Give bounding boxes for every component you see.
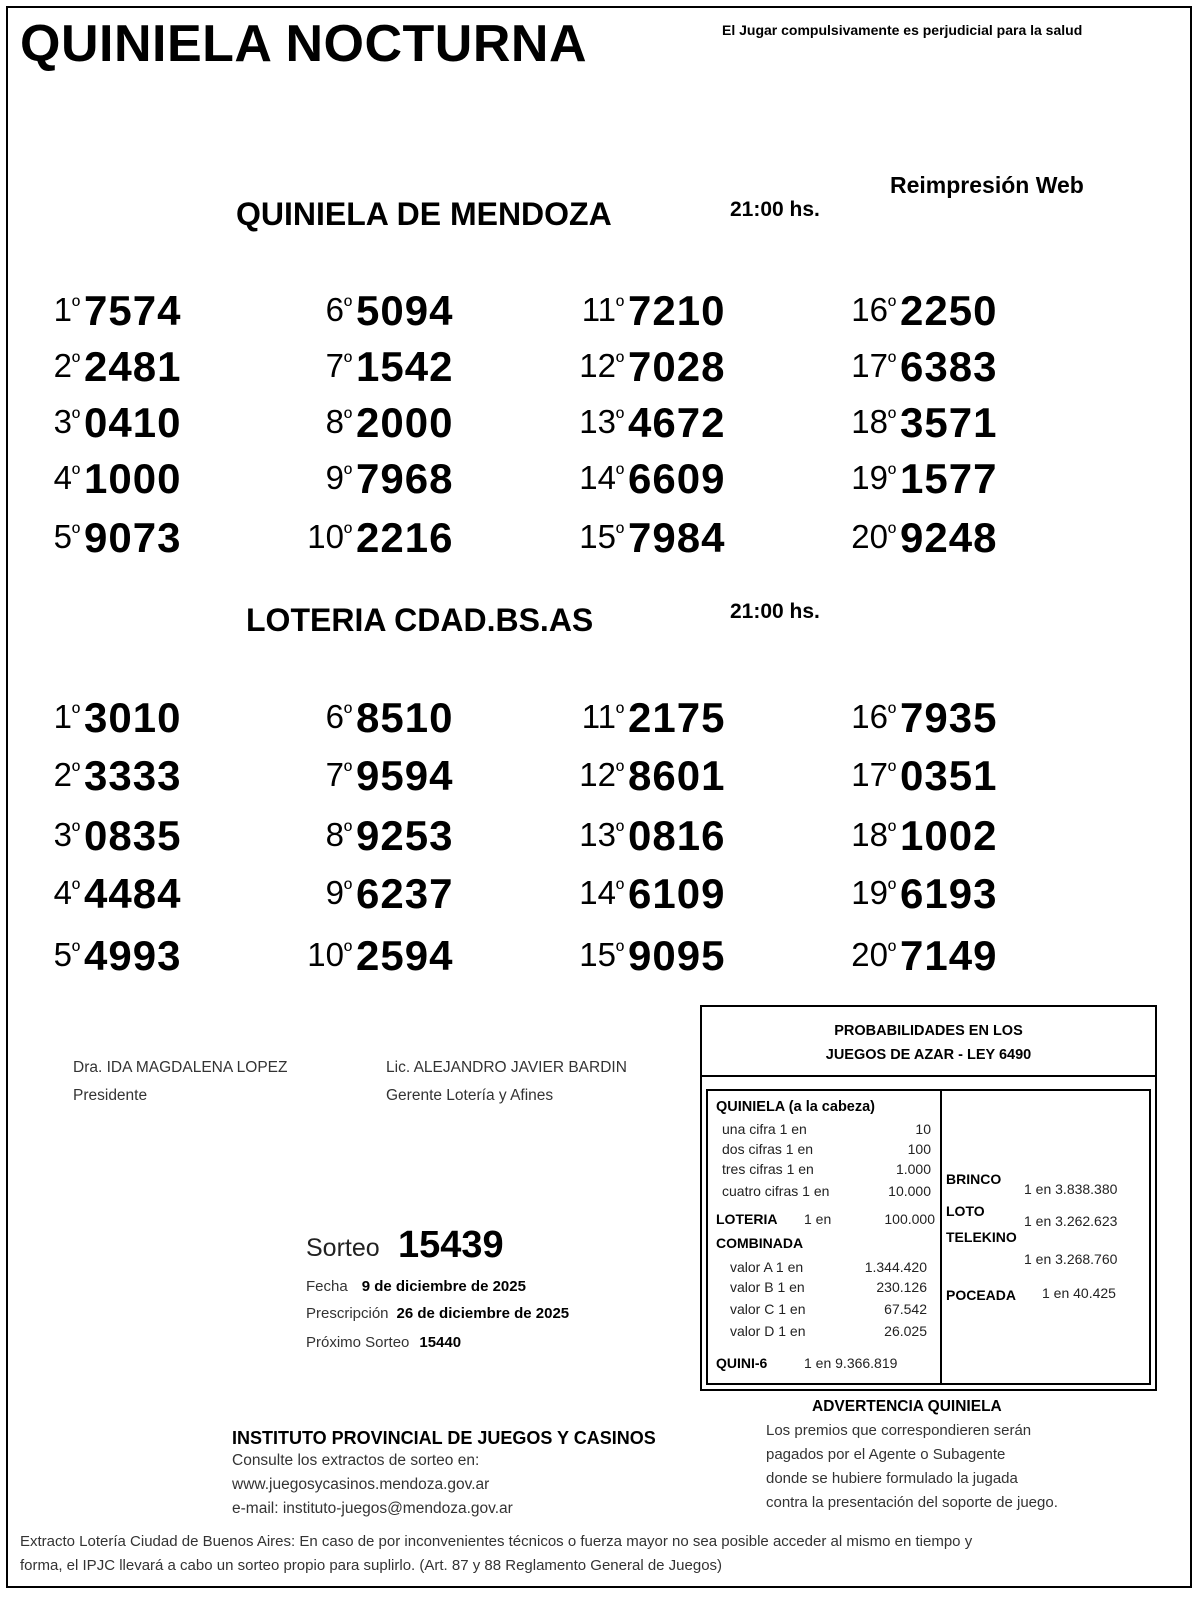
result-cell xyxy=(534,341,754,391)
result-position xyxy=(54,698,80,736)
prescripcion-row xyxy=(306,1305,569,1322)
institute-email-link[interactable]: e-mail: instituto-juegos@mendoza.gov.ar xyxy=(232,1500,513,1517)
footer-note-line2: forma, el IPJC llevará a cabo un sorteo propio para suplirlo. (Art. 87 y 88 Reglamento General de Juegos) xyxy=(20,1557,723,1574)
ordinal-mark: º xyxy=(887,700,896,725)
result-position-number: 17 xyxy=(851,347,888,384)
advertencia-line: donde se hubiere formulado la jugada xyxy=(766,1470,1018,1487)
ordinal-mark: º xyxy=(615,700,624,725)
result-number: 2000 xyxy=(356,399,454,446)
result-position-number: 5 xyxy=(53,936,72,973)
telekino-prob-label: TELEKINO xyxy=(946,1229,1017,1245)
advertencia-line: Los premios que correspondieren serán xyxy=(766,1422,1032,1439)
result-number: 2250 xyxy=(900,287,998,334)
result-number: 9248 xyxy=(900,514,998,561)
result-cell xyxy=(806,341,1026,391)
result-number: 7574 xyxy=(84,287,182,334)
ordinal-mark: º xyxy=(887,876,896,901)
result-number: 6237 xyxy=(356,870,454,917)
signature-role-president: Presidente xyxy=(73,1087,148,1104)
page-title: QUINIELA NOCTURNA xyxy=(20,15,587,73)
result-number: 6383 xyxy=(900,343,998,390)
result-number: 2481 xyxy=(84,343,182,390)
loto-prob-value: 1 en 3.262.623 xyxy=(1024,1213,1118,1229)
ordinal-mark: º xyxy=(71,405,80,430)
telekino-prob-value: 1 en 3.268.760 xyxy=(1024,1251,1118,1267)
result-cell xyxy=(806,750,1026,800)
result-cell xyxy=(262,750,482,800)
probabilities-box xyxy=(700,1005,1157,1391)
result-number: 7984 xyxy=(628,514,726,561)
result-cell xyxy=(534,868,754,918)
result-cell xyxy=(806,692,1026,742)
proximo-label: Próximo Sorteo xyxy=(306,1334,410,1351)
result-cell xyxy=(806,868,1026,918)
result-cell xyxy=(0,868,210,918)
result-position xyxy=(579,936,624,974)
result-number: 3333 xyxy=(84,752,182,799)
probabilities-table xyxy=(706,1089,1151,1385)
result-position xyxy=(851,756,896,794)
ordinal-mark: º xyxy=(343,293,352,318)
probabilities-divider xyxy=(940,1091,942,1383)
signature-name-president: Dra. IDA MAGDALENA LOPEZ xyxy=(73,1059,288,1076)
quiniela-prob-label: cuatro cifras 1 en xyxy=(722,1183,830,1199)
probabilities-title-line2: JUEGOS DE AZAR - LEY 6490 xyxy=(825,1047,1032,1063)
probabilities-title-line1: PROBABILIDADES EN LOS xyxy=(834,1023,1023,1039)
proximo-row xyxy=(306,1334,461,1351)
ordinal-mark: º xyxy=(887,293,896,318)
brinco-prob-label: BRINCO xyxy=(946,1171,1002,1187)
ordinal-mark: º xyxy=(343,520,352,545)
result-position-number: 20 xyxy=(851,518,888,555)
ordinal-mark: º xyxy=(887,461,896,486)
ordinal-mark: º xyxy=(71,700,80,725)
combinada-prob-title: COMBINADA xyxy=(716,1235,804,1251)
result-position-number: 6 xyxy=(325,291,344,328)
institute-consult-text: Consulte los extractos de sorteo en: xyxy=(232,1452,480,1469)
combinada-prob-label: valor D 1 en xyxy=(730,1323,806,1339)
result-position-number: 19 xyxy=(851,459,888,496)
ordinal-mark: º xyxy=(343,405,352,430)
health-warning: El Jugar compulsivamente es perjudicial para la salud xyxy=(722,22,1083,38)
quiniela-prob-value: 10.000 xyxy=(888,1183,931,1199)
result-position xyxy=(54,347,80,385)
section-title-buenos-aires: LOTERIA CDAD.BS.AS xyxy=(246,602,594,638)
result-number: 4484 xyxy=(84,870,182,917)
prescripcion-value: 26 de diciembre de 2025 xyxy=(396,1305,570,1322)
result-number: 7968 xyxy=(356,455,454,502)
result-position-number: 9 xyxy=(325,874,344,911)
result-number: 1000 xyxy=(84,455,182,502)
ordinal-mark: º xyxy=(71,461,80,486)
ordinal-mark: º xyxy=(887,938,896,963)
result-number: 1542 xyxy=(356,343,454,390)
ordinal-mark: º xyxy=(71,293,80,318)
combinada-prob-value: 26.025 xyxy=(884,1323,927,1339)
result-position xyxy=(579,518,624,556)
prescripcion-label: Prescripción xyxy=(306,1305,389,1322)
result-number: 3010 xyxy=(84,694,182,741)
combinada-prob-label: valor B 1 en xyxy=(730,1279,805,1295)
result-position-number: 16 xyxy=(851,291,888,328)
result-position-number: 16 xyxy=(851,698,888,735)
ordinal-mark: º xyxy=(887,520,896,545)
result-cell xyxy=(806,930,1026,980)
result-cell xyxy=(534,285,754,335)
result-cell xyxy=(534,692,754,742)
result-position xyxy=(579,403,624,441)
result-number: 0835 xyxy=(84,812,182,859)
ordinal-mark: º xyxy=(615,461,624,486)
result-position-number: 11 xyxy=(581,291,616,328)
result-number: 0410 xyxy=(84,399,182,446)
ordinal-mark: º xyxy=(343,349,352,374)
signature-name-manager: Lic. ALEJANDRO JAVIER BARDIN xyxy=(386,1059,627,1076)
result-position-number: 2 xyxy=(53,756,72,793)
result-number: 2594 xyxy=(356,932,454,979)
ordinal-mark: º xyxy=(71,520,80,545)
result-position-number: 11 xyxy=(581,698,616,735)
result-position-number: 13 xyxy=(579,816,616,853)
result-position xyxy=(851,936,896,974)
result-cell xyxy=(806,453,1026,503)
loteria-prob-label: LOTERIA xyxy=(716,1211,778,1227)
result-cell xyxy=(534,810,754,860)
result-position xyxy=(54,459,80,497)
result-cell xyxy=(0,750,210,800)
ordinal-mark: º xyxy=(615,405,624,430)
result-position xyxy=(326,698,352,736)
result-number: 1002 xyxy=(900,812,998,859)
result-number: 4672 xyxy=(628,399,726,446)
result-number: 8601 xyxy=(628,752,726,799)
result-position-number: 9 xyxy=(325,459,344,496)
result-cell xyxy=(262,930,482,980)
result-position xyxy=(326,291,352,329)
ordinal-mark: º xyxy=(615,938,624,963)
result-position xyxy=(851,816,896,854)
result-cell xyxy=(806,810,1026,860)
advertencia-line: pagados por el Agente o Subagente xyxy=(766,1446,1006,1463)
quini6-prob-value: 1 en 9.366.819 xyxy=(804,1355,898,1371)
result-number: 2175 xyxy=(628,694,726,741)
ordinal-mark: º xyxy=(615,520,624,545)
result-position-number: 18 xyxy=(851,816,888,853)
result-number: 6609 xyxy=(628,455,726,502)
result-position-number: 1 xyxy=(53,698,72,735)
result-position-number: 7 xyxy=(325,756,344,793)
result-position-number: 2 xyxy=(53,347,72,384)
fecha-row xyxy=(306,1278,526,1295)
result-position xyxy=(307,936,352,974)
advertencia-title: ADVERTENCIA QUINIELA xyxy=(812,1398,1002,1415)
result-position xyxy=(851,291,896,329)
ordinal-mark: º xyxy=(887,818,896,843)
result-position xyxy=(579,816,624,854)
result-position xyxy=(326,403,352,441)
result-position xyxy=(851,459,896,497)
result-cell xyxy=(534,453,754,503)
section-time-mendoza: 21:00 hs. xyxy=(730,198,820,221)
result-cell xyxy=(534,512,754,562)
reprint-label: Reimpresión Web xyxy=(890,172,1084,198)
loto-prob-label: LOTO xyxy=(946,1203,985,1219)
signature-role-manager: Gerente Lotería y Afines xyxy=(386,1087,554,1104)
ordinal-mark: º xyxy=(343,461,352,486)
result-cell xyxy=(262,453,482,503)
result-number: 7935 xyxy=(900,694,998,741)
result-position xyxy=(54,756,80,794)
ordinal-mark: º xyxy=(615,818,624,843)
result-position-number: 8 xyxy=(325,403,344,440)
ordinal-mark: º xyxy=(615,349,624,374)
result-position xyxy=(582,291,624,329)
result-cell xyxy=(262,341,482,391)
advertencia-line: contra la presentación del soporte de juego. xyxy=(766,1494,1058,1511)
result-number: 7028 xyxy=(628,343,726,390)
institute-name: INSTITUTO PROVINCIAL DE JUEGOS Y CASINOS xyxy=(232,1428,656,1448)
result-position-number: 3 xyxy=(53,816,72,853)
section-time-buenos-aires: 21:00 hs. xyxy=(730,600,820,623)
result-position xyxy=(579,459,624,497)
ordinal-mark: º xyxy=(343,700,352,725)
result-position xyxy=(54,816,80,854)
result-cell xyxy=(262,512,482,562)
ordinal-mark: º xyxy=(71,349,80,374)
result-position-number: 14 xyxy=(579,874,616,911)
ordinal-mark: º xyxy=(343,758,352,783)
result-cell xyxy=(534,750,754,800)
result-position-number: 18 xyxy=(851,403,888,440)
result-cell xyxy=(806,397,1026,447)
ordinal-mark: º xyxy=(343,938,352,963)
fecha-label: Fecha xyxy=(306,1278,348,1295)
result-position xyxy=(54,291,80,329)
result-cell xyxy=(0,692,210,742)
result-cell xyxy=(0,285,210,335)
result-number: 6193 xyxy=(900,870,998,917)
poceada-prob-value: 1 en 40.425 xyxy=(1042,1285,1116,1301)
sorteo-number: 15439 xyxy=(398,1224,504,1266)
result-number: 6109 xyxy=(628,870,726,917)
result-position-number: 15 xyxy=(579,518,616,555)
combinada-prob-value: 67.542 xyxy=(884,1301,927,1317)
ordinal-mark: º xyxy=(887,405,896,430)
result-position-number: 10 xyxy=(307,518,344,555)
result-position xyxy=(851,518,896,556)
result-cell xyxy=(262,285,482,335)
result-cell xyxy=(806,285,1026,335)
quiniela-prob-label: dos cifras 1 en xyxy=(722,1141,814,1157)
result-number: 7210 xyxy=(628,287,726,334)
ordinal-mark: º xyxy=(71,818,80,843)
result-number: 8510 xyxy=(356,694,454,741)
result-number: 2216 xyxy=(356,514,454,561)
footer-note-line1: Extracto Lotería Ciudad de Buenos Aires: En caso de por inconvenientes técnicos o fuerza mayor no sea posible acceder al mismo en tiempo y xyxy=(20,1533,973,1550)
result-position xyxy=(54,518,80,556)
result-cell xyxy=(806,512,1026,562)
ordinal-mark: º xyxy=(71,758,80,783)
result-position-number: 7 xyxy=(325,347,344,384)
result-position-number: 15 xyxy=(579,936,616,973)
result-position-number: 4 xyxy=(53,459,72,496)
result-position-number: 12 xyxy=(579,756,616,793)
result-position xyxy=(326,816,352,854)
result-number: 9594 xyxy=(356,752,454,799)
combinada-prob-label: valor A 1 en xyxy=(730,1259,804,1275)
institute-website-link[interactable]: www.juegosycasinos.mendoza.gov.ar xyxy=(232,1476,490,1493)
result-position xyxy=(851,403,896,441)
quiniela-prob-label: tres cifras 1 en xyxy=(722,1161,814,1177)
ordinal-mark: º xyxy=(615,293,624,318)
result-position xyxy=(54,936,80,974)
poceada-prob-label: POCEADA xyxy=(946,1287,1017,1303)
result-position xyxy=(579,756,624,794)
result-position xyxy=(307,518,352,556)
quiniela-prob-value: 100 xyxy=(907,1141,931,1157)
result-cell xyxy=(0,512,210,562)
result-position-number: 19 xyxy=(851,874,888,911)
result-cell xyxy=(534,397,754,447)
result-position-number: 10 xyxy=(307,936,344,973)
quiniela-prob-value: 1.000 xyxy=(895,1161,931,1177)
result-position-number: 3 xyxy=(53,403,72,440)
ordinal-mark: º xyxy=(887,349,896,374)
result-cell xyxy=(0,397,210,447)
quiniela-prob-title: QUINIELA (a la cabeza) xyxy=(716,1099,876,1115)
result-number: 3571 xyxy=(900,399,998,446)
result-position xyxy=(326,756,352,794)
result-cell xyxy=(534,930,754,980)
result-cell xyxy=(262,692,482,742)
result-position xyxy=(851,698,896,736)
result-cell xyxy=(0,453,210,503)
result-position-number: 5 xyxy=(53,518,72,555)
result-number: 0351 xyxy=(900,752,998,799)
ordinal-mark: º xyxy=(887,758,896,783)
quiniela-prob-label: una cifra 1 en xyxy=(722,1121,807,1137)
result-number: 5094 xyxy=(356,287,454,334)
loteria-prob-value: 100.000 xyxy=(884,1211,935,1227)
combinada-prob-value: 230.126 xyxy=(876,1279,927,1295)
result-number: 0816 xyxy=(628,812,726,859)
result-cell xyxy=(262,868,482,918)
fecha-value: 9 de diciembre de 2025 xyxy=(361,1278,526,1295)
result-number: 9073 xyxy=(84,514,182,561)
result-position-number: 17 xyxy=(851,756,888,793)
result-position xyxy=(579,874,624,912)
result-cell xyxy=(262,810,482,860)
quiniela-prob-value: 10 xyxy=(915,1121,931,1137)
result-position-number: 13 xyxy=(579,403,616,440)
ordinal-mark: º xyxy=(615,758,624,783)
loteria-prob-en: 1 en xyxy=(804,1211,832,1227)
result-position-number: 12 xyxy=(579,347,616,384)
ordinal-mark: º xyxy=(71,876,80,901)
result-position xyxy=(54,403,80,441)
ordinal-mark: º xyxy=(71,938,80,963)
sorteo-label: Sorteo xyxy=(306,1234,380,1262)
result-position xyxy=(326,347,352,385)
section-title-mendoza: QUINIELA DE MENDOZA xyxy=(236,196,612,232)
ordinal-mark: º xyxy=(615,876,624,901)
quini6-prob-label: QUINI-6 xyxy=(716,1355,768,1371)
result-number: 1577 xyxy=(900,455,998,502)
result-number: 9253 xyxy=(356,812,454,859)
result-position xyxy=(851,347,896,385)
result-cell xyxy=(0,930,210,980)
result-number: 7149 xyxy=(900,932,998,979)
combinada-prob-label: valor C 1 en xyxy=(730,1301,806,1317)
proximo-value: 15440 xyxy=(419,1334,462,1351)
result-position xyxy=(582,698,624,736)
ordinal-mark: º xyxy=(343,876,352,901)
result-position xyxy=(326,874,352,912)
result-position-number: 6 xyxy=(325,698,344,735)
result-position xyxy=(851,874,896,912)
result-number: 9095 xyxy=(628,932,726,979)
result-position xyxy=(326,459,352,497)
result-position-number: 8 xyxy=(325,816,344,853)
brinco-prob-value: 1 en 3.838.380 xyxy=(1024,1181,1118,1197)
combinada-prob-value: 1.344.420 xyxy=(864,1259,927,1275)
result-cell xyxy=(0,341,210,391)
result-number: 4993 xyxy=(84,932,182,979)
probabilities-header xyxy=(702,1007,1155,1077)
result-cell xyxy=(262,397,482,447)
ordinal-mark: º xyxy=(343,818,352,843)
result-position xyxy=(579,347,624,385)
result-position-number: 4 xyxy=(53,874,72,911)
result-position-number: 20 xyxy=(851,936,888,973)
result-position xyxy=(54,874,80,912)
result-cell xyxy=(0,810,210,860)
result-position-number: 1 xyxy=(53,291,72,328)
result-position-number: 14 xyxy=(579,459,616,496)
